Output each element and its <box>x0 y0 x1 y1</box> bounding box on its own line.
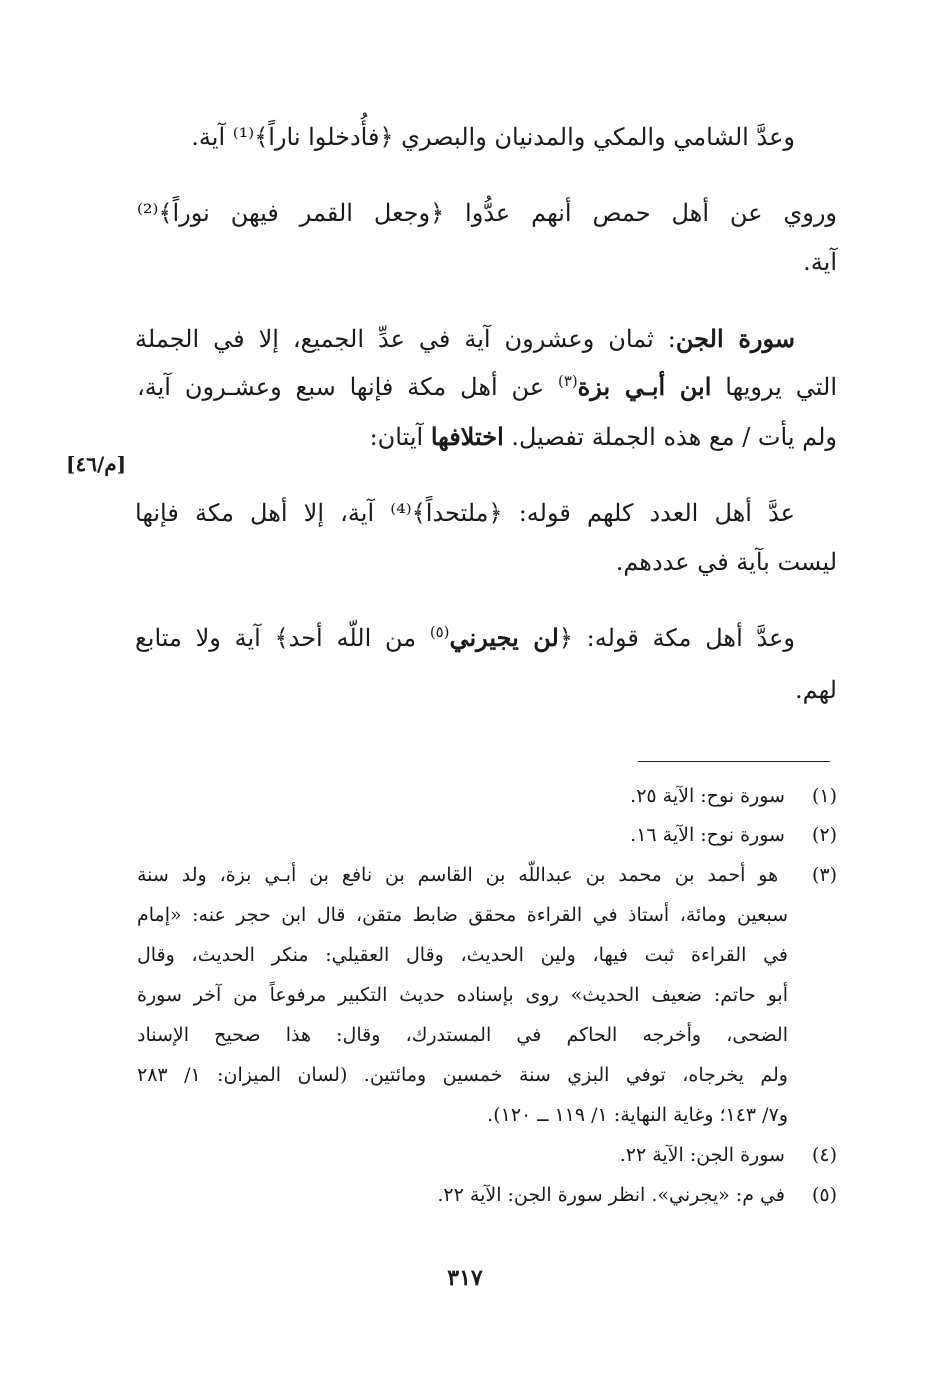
text-segment: من اللّه أحد﴾ آية ولا متابع <box>135 624 430 652</box>
text-segment: التي يرويها <box>711 373 837 401</box>
footnote-text: سورة نوح: الآية ١٦. <box>630 824 785 846</box>
body-line-2: وروي عن أهل حمص أنهم عدُّوا ﴿وجعل القمر فيهن نوراً﴾⁽²⁾ <box>137 199 837 227</box>
footnote-ref-3: (٣) <box>558 372 578 390</box>
footnote-3-line-3: في القراءة ثبت فيها، ولين الحديث، وقال العقيلي: منكر الحديث، وقال <box>137 944 788 966</box>
footnote-divider <box>638 761 830 762</box>
narrator-name: ابن أبـي بزة <box>577 372 712 401</box>
body-line-8: ليست بآية في عددهم. <box>615 548 837 576</box>
footnote-4 <box>137 1141 837 1169</box>
body-line-6 <box>137 420 837 454</box>
body-line-3: آية. <box>803 248 837 276</box>
body-line-1: وعدَّ الشامي والمكي والمدنيان والبصري ﴿فأُدخلوا ناراً﴾⁽¹⁾ آية. <box>191 123 795 151</box>
differences-label: اختلافها <box>430 422 504 451</box>
body-line-7: عدَّ أهل العدد كلهم قوله: ﴿ملتحداً﴾⁽⁴⁾ آية، إلا أهل مكة فإنها <box>135 499 795 527</box>
surah-heading-line <box>135 322 795 356</box>
body-line-5 <box>137 370 837 404</box>
footnote-3-line-5: الضحى، وأخرجه الحاكم في المستدرك، وقال: هذا صحيح الإسناد <box>137 1024 788 1046</box>
footnote-number: (١) <box>811 785 837 807</box>
footnote-3 <box>137 861 837 889</box>
footnote-text: سورة الجن: الآية ٢٢. <box>619 1144 785 1166</box>
surah-name: سورة الجن <box>675 324 795 353</box>
footnote-3-line-4: أبو حاتم: ضعيف الحديث» روى بإسناده حديث التكبير مرفوعاً من آخر سورة <box>137 984 788 1006</box>
footnote-text: في م: «يجرني». انظر سورة الجن: الآية ٢٢. <box>437 1184 785 1206</box>
body-line-9 <box>135 621 795 655</box>
footnote-5 <box>137 1181 837 1209</box>
text-segment: آيتان: <box>369 423 431 451</box>
footnote-ref-5: (٥) <box>429 623 450 641</box>
footnote-text: سورة نوح: الآية ٢٥. <box>630 785 785 807</box>
footnote-1 <box>137 782 837 810</box>
footnote-3-line-7: و٧/ ١٤٣؛ وغاية النهاية: ١/ ١١٩ ــ ١٢٠). <box>487 1104 788 1126</box>
surah-intro-text: : ثمان وعشرون آية في عدِّ الجميع، إلا في الجملة <box>135 325 676 353</box>
footnote-2 <box>137 821 837 849</box>
text-segment: وعدَّ أهل مكة قوله: ﴿ <box>558 624 796 652</box>
footnote-number: (٢) <box>811 824 837 846</box>
footnote-3-line-6: ولم يخرجاه، توفي البزي سنة خمسين ومائتين. (لسان الميزان: ١/ ٢٨٣ <box>137 1064 788 1086</box>
footnote-number: (٤) <box>811 1144 837 1166</box>
footnote-text: هو أحمد بن محمد بن عبداللّه بن القاسم بن نافع بن أبـي بزة، ولد سنة <box>137 864 779 886</box>
footnote-3-line-2: سبعين ومائة، أستاذ في القراءة محقق ضابط متقن، قال ابن حجر عنه: «إمام <box>137 904 788 926</box>
verse-quote-bold: لن يجيرني <box>449 623 559 652</box>
body-line-10: لهم. <box>795 676 837 704</box>
marginal-note: [م/٤٦] <box>66 452 127 476</box>
footnote-number: (٣) <box>811 864 837 886</box>
page-number: ٣١٧ <box>447 1265 483 1291</box>
text-segment: عن أهل مكة فإنها سبع وعشـرون آية، <box>137 373 559 401</box>
footnote-number: (٥) <box>811 1184 837 1206</box>
text-segment: ولم يأت / مع هذه الجملة تفصيل. <box>503 423 837 451</box>
